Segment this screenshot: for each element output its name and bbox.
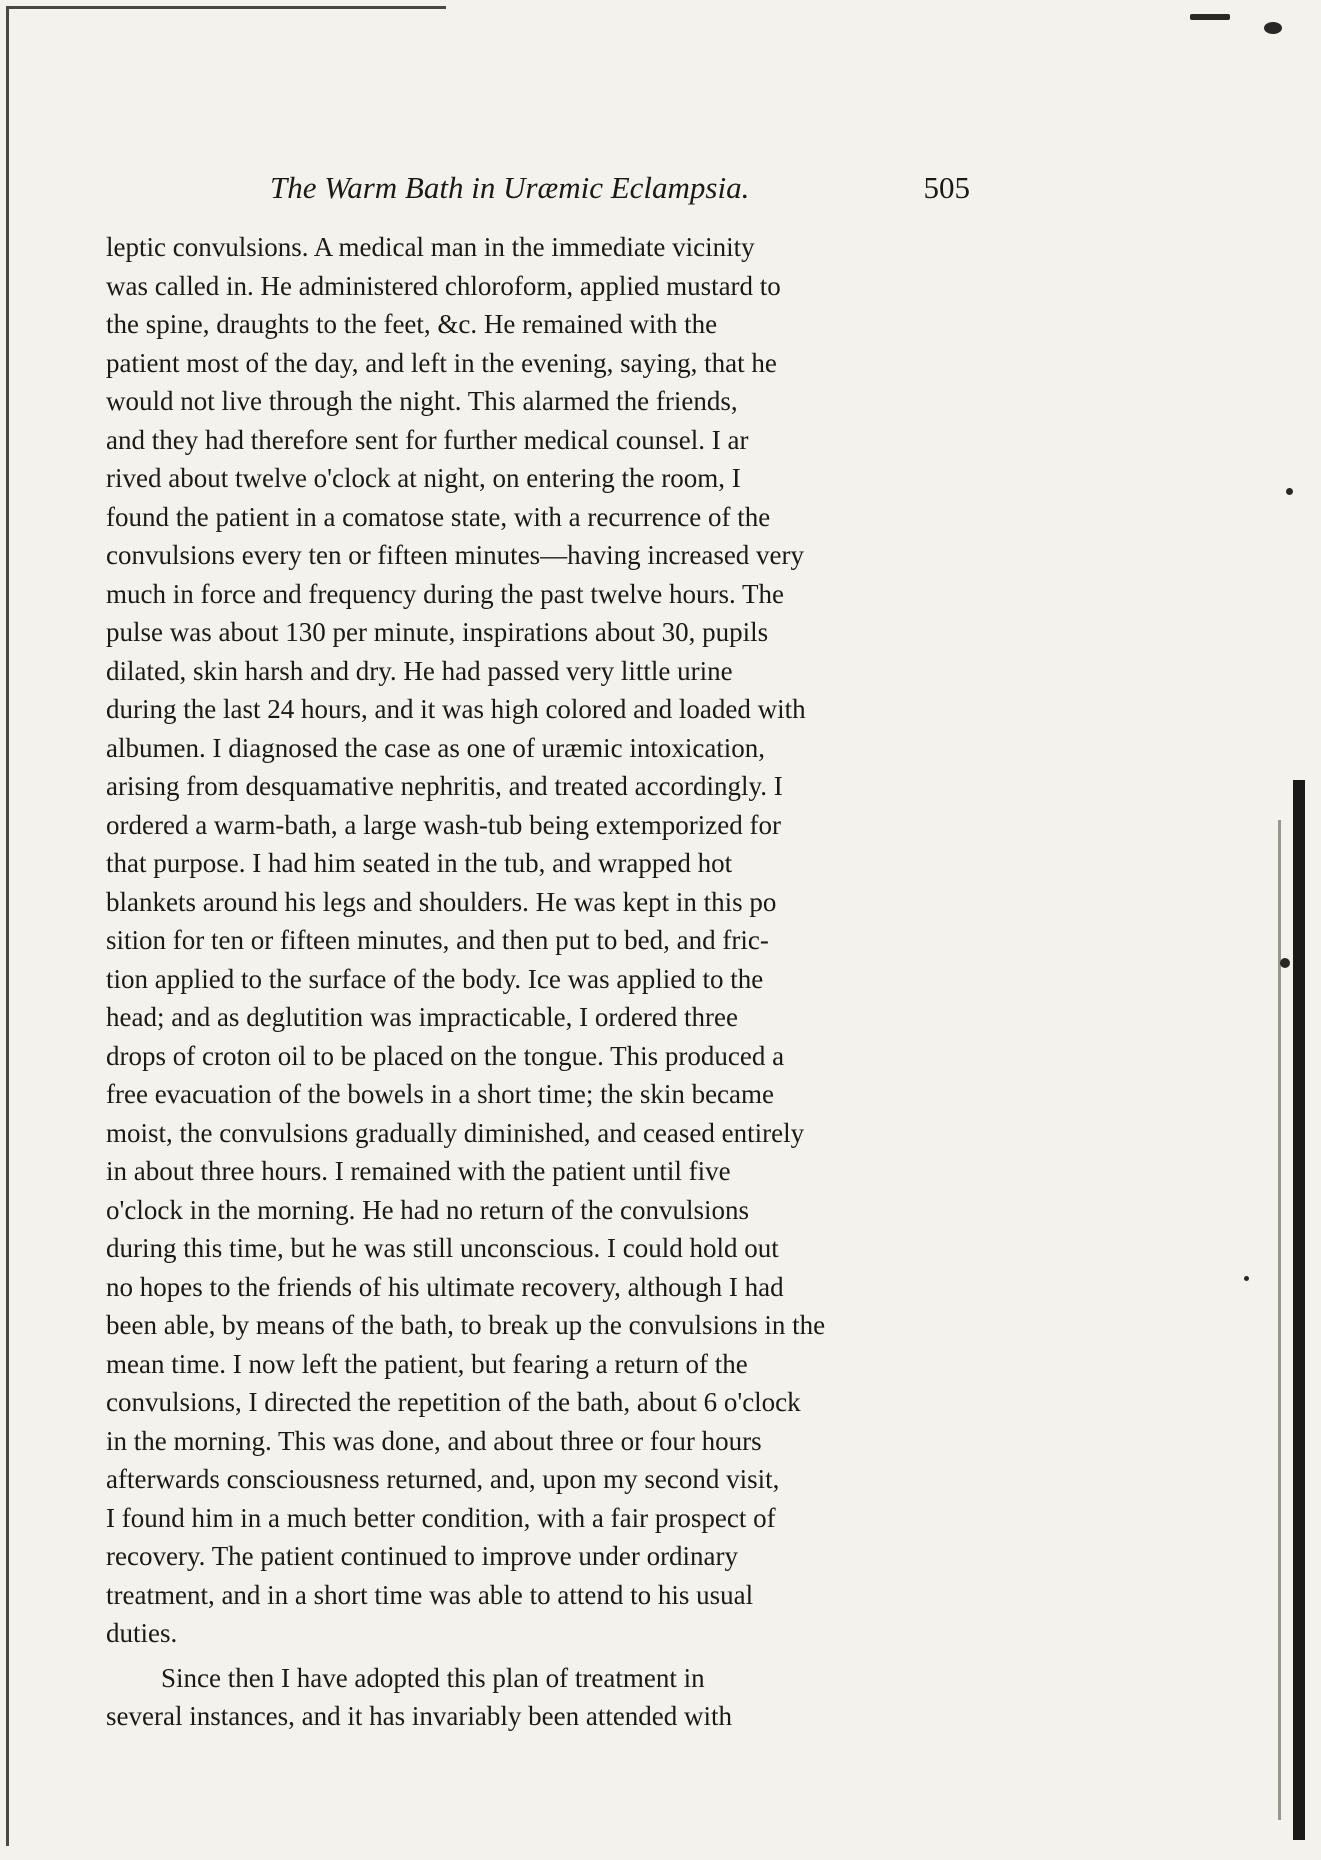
text-line: ordered a warm-bath, a large wash-tub being extemporized for — [106, 809, 781, 840]
text-line: o'clock in the morning. He had no return of the convulsions — [106, 1194, 749, 1225]
page-header — [270, 168, 970, 208]
text-line: drops of croton oil to be placed on the tongue. This produced a — [106, 1040, 785, 1071]
text-line: duties. — [106, 1618, 178, 1648]
text-line: patient most of the day, and left in the evening, saying, that he — [106, 347, 777, 378]
text-line: during this time, but he was still unconscious. I could hold out — [106, 1233, 779, 1263]
paragraph — [106, 228, 974, 1653]
text-line: Since then I have adopted this plan of treatment in — [161, 1662, 705, 1693]
paragraph — [106, 1659, 974, 1736]
running-title: The Warm Bath in Uræmic Eclampsia. — [270, 170, 750, 205]
page-number: 505 — [923, 170, 970, 205]
text-line: treatment, and in a short time was able to attend to his usual — [106, 1579, 754, 1610]
text-line: moist, the convulsions gradually diminished, and ceased entirely — [106, 1117, 805, 1148]
text-line: no hopes to the friends of his ultimate recovery, although I had — [106, 1271, 784, 1302]
text-line: during the last 24 hours, and it was high colored and loaded with — [106, 694, 806, 724]
text-line: tion applied to the surface of the body. Ice was applied to the — [106, 963, 764, 994]
text-line: in about three hours. I remained with the patient until five — [106, 1156, 731, 1186]
scan-speck — [1280, 958, 1290, 968]
text-line: dilated, skin harsh and dry. He had passed very little urine — [106, 655, 733, 686]
text-line: arising from desquamative nephritis, and treated accordingly. I — [106, 771, 783, 801]
text-line: been able, by means of the bath, to break up the convulsions in the — [106, 1310, 826, 1340]
text-line: sition for ten or fifteen minutes, and then put to bed, and fric- — [106, 925, 769, 955]
text-line: convulsions every ten or fifteen minutes—having increased very — [106, 540, 805, 570]
text-line: the spine, draughts to the feet, &c. He remained with the — [106, 309, 718, 339]
text-line: in the morning. This was done, and about three or four hours — [106, 1425, 762, 1456]
text-line: recovery. The patient continued to improve under ordinary — [106, 1541, 739, 1571]
text-line: blankets around his legs and shoulders. He was kept in this po — [106, 886, 777, 917]
text-line: convulsions, I directed the repetition of the bath, about 6 o'clock — [106, 1387, 801, 1417]
text-line: rived about twelve o'clock at night, on entering the room, I — [106, 463, 741, 493]
text-line: and they had therefore sent for further medical counsel. I ar — [106, 424, 749, 455]
text-line: pulse was about 130 per minute, inspirations about 30, pupils — [106, 617, 769, 647]
text-line: several instances, and it has invariably been attended with — [106, 1701, 733, 1731]
text-line: I found him in a much better condition, with a fair prospect of — [106, 1502, 776, 1533]
text-line: afterwards consciousness returned, and, upon my second visit, — [106, 1464, 780, 1494]
text-line: would not live through the night. This alarmed the friends, — [106, 386, 738, 416]
binding-shadow-thin — [1278, 820, 1281, 1820]
body-text — [106, 228, 974, 1736]
page-edge-left — [6, 6, 9, 1846]
text-line: free evacuation of the bowels in a short time; the skin became — [106, 1079, 775, 1109]
binding-shadow — [1293, 780, 1305, 1840]
text-line: albumen. I diagnosed the case as one of uræmic intoxication, — [106, 732, 766, 763]
page-edge-top — [6, 6, 446, 9]
text-line: mean time. I now left the patient, but fearing a return of the — [106, 1348, 748, 1379]
scan-speck — [1264, 22, 1282, 34]
text-line: head; and as deglutition was impracticable, I ordered three — [106, 1002, 738, 1032]
text-line: was called in. He administered chloroform, applied mustard to — [106, 270, 781, 301]
scan-speck — [1190, 14, 1230, 20]
text-line: much in force and frequency during the past twelve hours. The — [106, 578, 785, 609]
text-line: found the patient in a comatose state, with a recurrence of the — [106, 501, 771, 532]
scan-speck — [1286, 488, 1293, 495]
text-line: that purpose. I had him seated in the tub, and wrapped hot — [106, 848, 733, 878]
scan-speck — [1244, 1276, 1249, 1281]
text-line: leptic convulsions. A medical man in the immediate vicinity — [106, 232, 755, 262]
